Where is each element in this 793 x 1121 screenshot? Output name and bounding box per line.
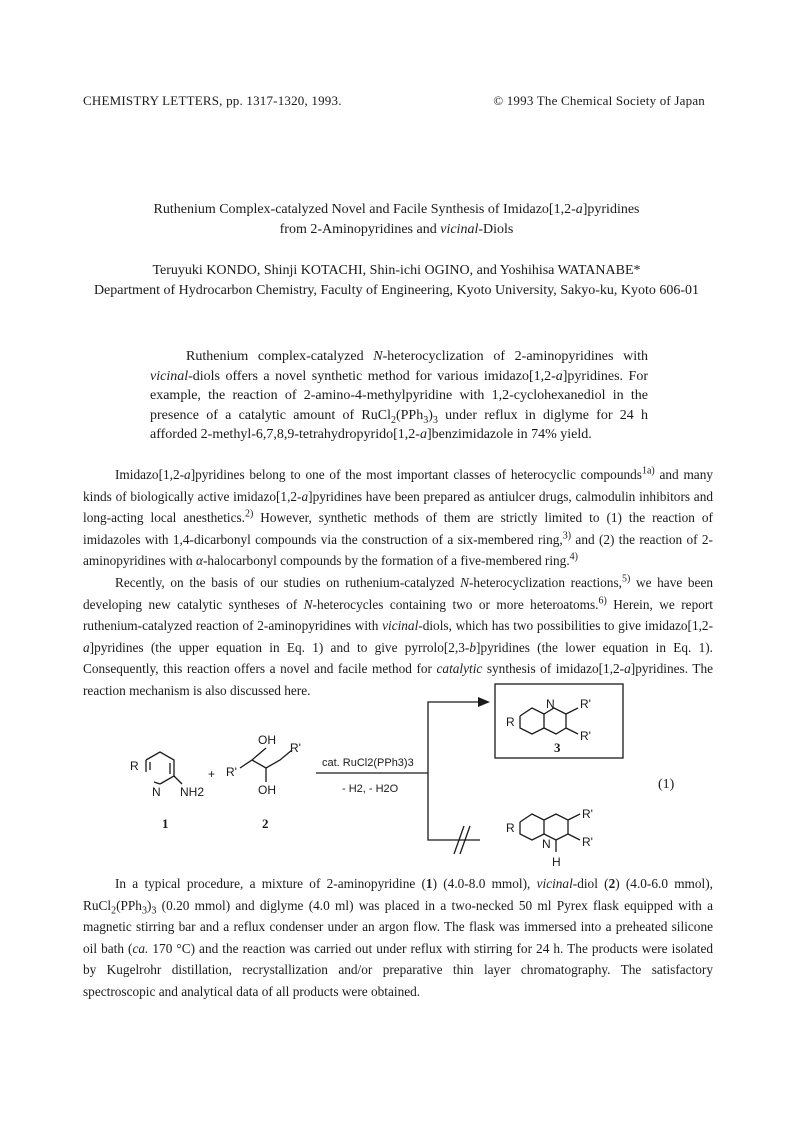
scheme-R4-prime-b: R' bbox=[582, 835, 593, 849]
scheme-R4: R bbox=[506, 821, 515, 835]
scheme-H: H bbox=[552, 855, 561, 869]
scheme-R3: R bbox=[506, 715, 515, 729]
upper-arrow bbox=[428, 702, 478, 773]
equation-number: (1) bbox=[658, 777, 675, 792]
compound-label-1: 1 bbox=[162, 816, 169, 831]
copyright-notice: © 1993 The Chemical Society of Japan bbox=[493, 93, 705, 108]
reaction-scheme bbox=[110, 672, 710, 872]
abstract: Ruthenium complex-catalyzed N-heterocyclization of 2-aminopyridines with vicinal-diols offers a novel synthetic method for various imidazo[1,2-a]pyridines. For example, the reaction of 2-amino-4-methylpyridine with 1,2-cyclohexanediol in the presence of a catalytic amount of $RuCl_2(PPh_3)_3$ under reflux in diglyme for 24 h afforded 2-methyl-6,7,8,9-tetrahydropyrido[1,2-a]benzimidazole in 74% yield. bbox=[150, 349, 649, 442]
compound-label-2: 2 bbox=[262, 816, 269, 831]
imidazopyridine-structure bbox=[520, 708, 578, 734]
paragraph-2: Recently, on the basis of our studies on ruthenium-catalyzed N-heterocyclization reactions,$^{5)}$ we have been developing new catalytic syntheses of N-heterocycles containing two or more heteroatoms.$^{6)}$ Herein, we report ruthenium-catalyzed reaction of 2-aminopyridines with vicinal-diols, which has two possibilities to give imidazo[1,2-a]pyridines (the upper equation in Eq. 1) and to give pyrrolo[2,3-b]pyridines (the lower equation in Eq. 1). Consequently, this reaction offers a novel and facile method for catalytic synthesis of imidazo[1,2-a]pyridines. The reaction mechanism is also discussed here. bbox=[83, 573, 714, 698]
title-line-2: from 2-Aminopyridines and vicinal-Diols bbox=[279, 221, 514, 237]
author-names: Teruyuki KONDO, Shinji KOTACHI, Shin-ichi OGINO, and Yoshihisa WATANABE* bbox=[152, 263, 641, 278]
scheme-plus: + bbox=[208, 767, 216, 781]
introduction bbox=[83, 464, 713, 702]
scheme-R4-prime-a: R' bbox=[582, 807, 593, 821]
journal-citation: CHEMISTRY LETTERS, pp. 1317-1320, 1993. bbox=[83, 93, 342, 108]
scheme-R-prime-right: R' bbox=[290, 741, 301, 755]
scheme-N4: N bbox=[542, 837, 551, 851]
arrowhead bbox=[478, 697, 490, 707]
paragraph-1: Imidazo[1,2-a]pyridines belong to one of the most important classes of heterocyclic compounds$^{1a)}$ and many kinds of biologically active imidazo[1,2-a]pyridines have been prepared as antiulcer drugs, calmodulin inhibitors and long-acting local anesthetics.$^{2)}$ However, synthetic methods of them are strictly limited to (1) the reaction of imidazoles with 1,4-dicarbonyl compounds via the construction of a six-membered ring,$^{3)}$ and (2) the reaction of 2-aminopyridines with α-halocarbonyl compounds by the formation of a five-membered ring.$^{4)}$ bbox=[83, 465, 714, 569]
compound-label-3: 3 bbox=[554, 740, 561, 755]
scheme-R3-prime-a: R' bbox=[580, 697, 591, 711]
scheme-R1: R bbox=[130, 759, 139, 773]
lower-arrow bbox=[428, 773, 480, 840]
experimental-paragraph bbox=[83, 873, 713, 1003]
scheme-byproducts: - H2, - H2O bbox=[342, 783, 399, 795]
diol-structure bbox=[240, 748, 292, 782]
scheme-R-prime-left: R' bbox=[226, 765, 237, 779]
scheme-OH-top: OH bbox=[258, 733, 276, 747]
scheme-N3a: N bbox=[546, 697, 555, 711]
scheme-reagent: cat. RuCl2(PPh3)3 bbox=[322, 757, 414, 769]
paragraph-3: In a typical procedure, a mixture of 2-aminopyridine (1) (4.0-8.0 mmol), vicinal-diol (2) (4.0-6.0 mmol), $RuCl_2(PPh_3)_3$ (0.20 mmol) and diglyme (4.0 ml) was placed in a two-necked 50 ml Pyrex flask equipped with a magnetic stirring bar and a reflux condenser under an argon flow. The flask was immersed into a preheated silicone oil bath (ca. 170 °C) and the reaction was carried out under reflux with stirring for 24 h. The products were isolated by Kugelrohr distillation, recrystallization and/or preparative thin layer chromatography. The satisfactory spectroscopic and analytical data of all products were obtained. bbox=[83, 876, 713, 999]
author-block bbox=[0, 261, 793, 300]
title-line-1: Ruthenium Complex-catalyzed Novel and Facile Synthesis of Imidazo[1,2-a]pyridines bbox=[153, 202, 640, 217]
affiliation: Department of Hydrocarbon Chemistry, Faculty of Engineering, Kyoto University, Sakyo-ku, Kyoto 606-01 bbox=[93, 282, 700, 298]
scheme-N1: N bbox=[152, 785, 161, 799]
aminopyridine-structure bbox=[146, 752, 182, 784]
scheme-R3-prime-b: R' bbox=[580, 729, 591, 743]
scheme-OH-bottom: OH bbox=[258, 783, 276, 797]
paper-title bbox=[0, 200, 793, 239]
scheme-NH2: NH2 bbox=[180, 785, 205, 799]
